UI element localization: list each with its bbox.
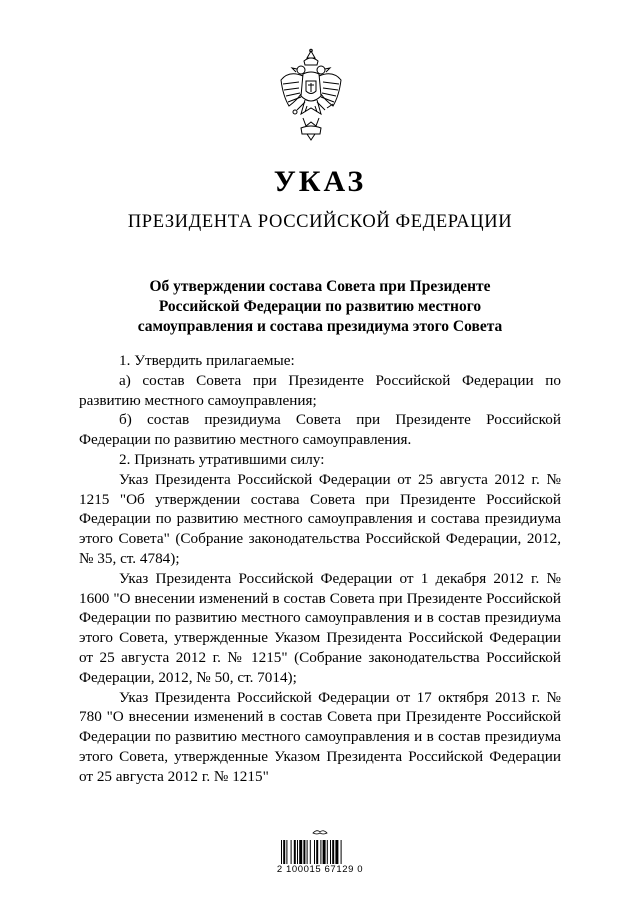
decree-heading — [120, 277, 520, 337]
heading-line: Об утверждении состава Совета при Президенте — [149, 278, 491, 295]
decree-subtitle: ПРЕЗИДЕНТА РОССИЙСКОЙ ФЕДЕРАЦИИ — [127, 212, 513, 232]
paragraph: Указ Президента Российской Федерации от 17 октября 2013 г. № 780 "О внесении изменений в состав Совета при Президенте Российской Федерации по развитию местного самоуправления и в состав президиума этого Совета, утвержденные Указом Президента Российской Федерации от 25 августа 2012 г. № 1215" — [79, 688, 561, 785]
decree-title: УКАЗ — [273, 165, 367, 198]
barcode-number: 2 100015 67129 0 — [276, 864, 364, 875]
paragraph: а) состав Совета при Президенте Российской Федерации по развитию местного самоуправления; — [79, 371, 561, 409]
barcode-icon — [279, 827, 361, 885]
state-emblem-icon — [277, 48, 345, 142]
decree-body — [79, 351, 561, 787]
heading-line: самоуправления и состава президиума этого Совета — [137, 318, 503, 335]
heading-line: Российской Федерации по развитию местного — [158, 298, 482, 315]
paragraph: 2. Признать утратившими силу: — [119, 450, 325, 468]
paragraph: Указ Президента Российской Федерации от 25 августа 2012 г. № 1215 "Об утверждении состава Совета при Президенте Российской Федерации по развитию местного самоуправления и состава президиума этого Совета" (Собрание законодательства Российской Федерации, 2012, № 35, ст. 4784); — [79, 470, 561, 567]
paragraph: Указ Президента Российской Федерации от 1 декабря 2012 г. № 1600 "О внесении изменений в состав Совета при Президенте Российской Федерации по развитию местного самоуправления и в состав президиума этого Совета, утвержденные Указом Президента Российской Федерации от 25 августа 2012 г. № 1215" (Собрание законодательства Российской Федерации, 2012, № 50, ст. 7014); — [79, 569, 561, 686]
paragraph: б) состав президиума Совета при Президенте Российской Федерации по развитию местного самоуправления. — [79, 411, 561, 449]
paragraph: 1. Утвердить прилагаемые: — [119, 352, 295, 369]
